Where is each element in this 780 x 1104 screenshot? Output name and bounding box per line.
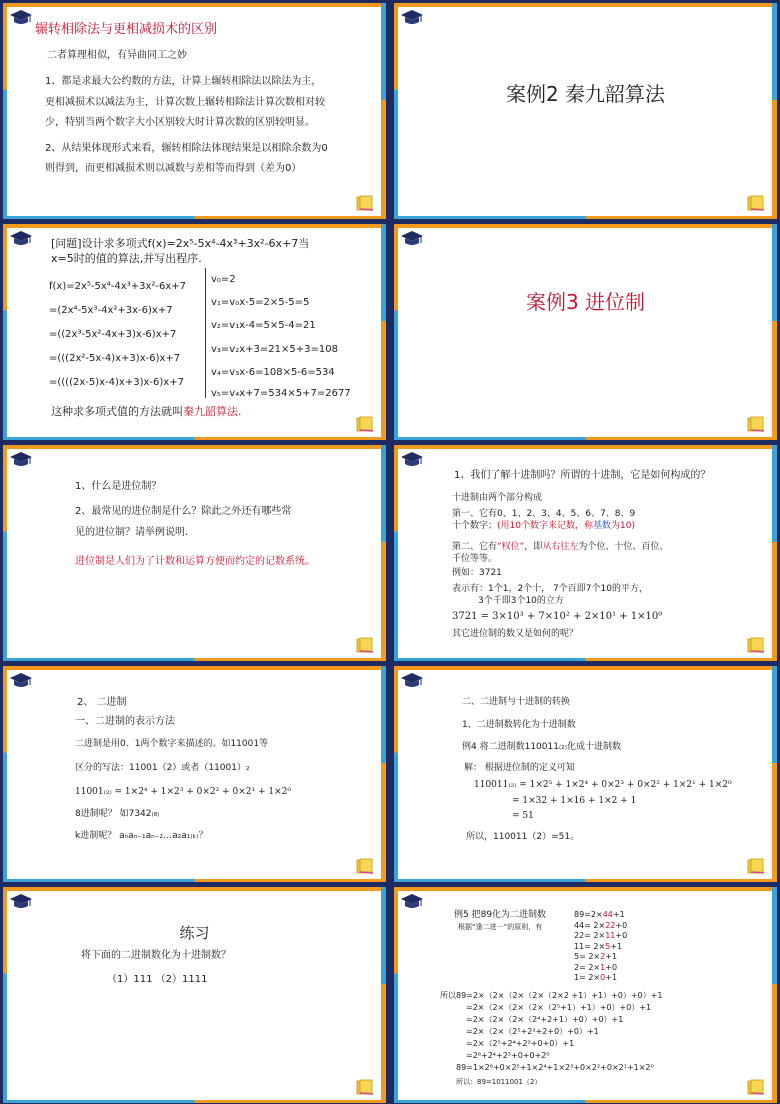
slide-10 xyxy=(394,887,777,1103)
question: 1、什么是进位制？ xyxy=(75,481,162,492)
division-text: 89=2× xyxy=(574,910,603,919)
book-icon xyxy=(747,637,765,653)
text: “权位” xyxy=(497,542,525,552)
formula: 3721 = 3×10³ + 7×10² + 2×10¹ + 1×10⁰ xyxy=(452,611,663,622)
quotient: 0 xyxy=(600,973,606,982)
slide-frame xyxy=(394,224,777,440)
text-line: 例如：3721 xyxy=(452,568,502,578)
division-step xyxy=(574,942,622,952)
division-text: +1 xyxy=(612,910,625,919)
division-text: 5= 2× xyxy=(574,952,601,961)
text-line: 区分的写法：11001（2）或者（11001）₂ xyxy=(75,763,250,773)
division-text: +1 xyxy=(605,973,618,982)
solution: 解： 根据进位制的定义可知 xyxy=(464,763,575,773)
derivation-line: =2×（2×（2×（2⁴+2+1）+0）+0）+1 xyxy=(466,1015,624,1024)
division-step xyxy=(574,931,627,941)
v-step: v₄=v₃x-6=108×5-6=534 xyxy=(211,367,335,378)
slide-title: 辗转相除法与更相减损术的区别 xyxy=(35,22,218,37)
slide-frame xyxy=(394,3,777,219)
graduation-cap-icon xyxy=(9,893,33,911)
poly-step: f(x)=2x⁵-5x⁴-4x³+3x²-6x+7 xyxy=(49,281,187,292)
heading: 一、二进制的表示方法 xyxy=(75,716,175,727)
text: 为10) xyxy=(611,521,635,531)
quotient: 5 xyxy=(605,941,611,951)
heading: 2、 二进制 xyxy=(77,697,127,708)
algorithm-name: 秦九韶算法. xyxy=(183,405,242,418)
formula: = 51 xyxy=(512,811,534,821)
v-step: v₀=2 xyxy=(211,274,236,285)
paragraph-line: 少，特别当两个数字大小区别较大时计算次数的区别较明显。 xyxy=(45,117,315,128)
slide-2 xyxy=(394,3,777,219)
text: 为个位、十位、百位、 xyxy=(578,542,669,552)
graduation-cap-icon xyxy=(9,672,33,690)
subtitle: 二者算理相似，有异曲同工之妙 xyxy=(47,50,187,61)
text-line: 千位等等。 xyxy=(452,554,498,564)
text-line xyxy=(452,521,635,532)
book-icon xyxy=(356,858,374,874)
derivation-line: =2×（2⁵+2⁴+2²+0+0）+1 xyxy=(466,1039,575,1048)
conclusion xyxy=(51,405,242,418)
slide-frame xyxy=(3,666,386,882)
text: (用10个数字来记数，称 xyxy=(497,521,593,531)
result: 所以，110011（2）=51。 xyxy=(466,832,580,842)
graduation-cap-icon xyxy=(9,230,33,248)
quotient: 44 xyxy=(602,910,613,919)
exercise-items: （1）111 （2）1111 xyxy=(107,974,208,985)
poly-step: =(2x⁴-5x³-4x²+3x-6)x+7 xyxy=(49,305,173,316)
formula: 11001₍₂₎ = 1×2⁴ + 1×2³ + 0×2² + 0×2¹ + 1×2⁰ xyxy=(75,787,291,797)
quotient: 11 xyxy=(605,931,616,940)
paragraph-line: 2、从结果体现形式来看，辗转相除法体现结果是以相除余数为0 xyxy=(45,143,328,154)
answer: 进位制是人们为了计数和运算方便而约定的记数系统。 xyxy=(75,556,315,567)
text: ，即 xyxy=(524,542,543,552)
derivation-line: 所以89=2×（2×（2×（2×（2×2 +1）+1）+0）+0）+1 xyxy=(440,991,663,1000)
question: 见的进位制？请举例说明. xyxy=(75,527,189,538)
division-text: 22= 2× xyxy=(574,931,606,940)
derivation-line: =2×（2×（2⁵+2²+2+0）+0）+1 xyxy=(466,1027,599,1036)
example: 例4 将二进制数110011₍₂₎化成十进制数 xyxy=(462,742,621,752)
book-icon xyxy=(356,637,374,653)
division-text: +0 xyxy=(615,931,628,940)
graduation-cap-icon xyxy=(9,9,33,27)
poly-step: =(((2x²-5x-4)x+3)x-6)x+7 xyxy=(49,353,181,364)
paragraph-line: 则得到，而更相减损术则以减数与差相等而得到（差为0） xyxy=(45,163,302,174)
division-step xyxy=(574,952,617,962)
slide-3 xyxy=(3,224,386,440)
division-text: +1 xyxy=(610,941,623,951)
slide-8 xyxy=(394,666,777,882)
slide-4 xyxy=(394,224,777,440)
text: 从右往左 xyxy=(542,542,579,552)
quotient: 2 xyxy=(600,952,606,961)
text-line: 十进制由两个部分构成 xyxy=(452,493,543,503)
question: 1、我们了解十进制吗？所谓的十进制，它是如何构成的？ xyxy=(454,470,711,481)
slide-1 xyxy=(3,3,386,219)
slide-9 xyxy=(3,887,386,1103)
example: 例5 把89化为二进制数 xyxy=(454,910,547,920)
derivation-line: =2×（2×（2×（2×（2⁵+1）+1）+0）+0）+1 xyxy=(466,1003,652,1012)
text: 十个数字； xyxy=(452,521,498,531)
book-icon xyxy=(356,416,374,432)
problem-statement: [问题]设计求多项式f(x)=2x⁵-5x⁴-4x³+3x²-6x+7当 xyxy=(51,237,310,250)
derivation-line: =2⁶+2⁴+2³+0+0+2⁰ xyxy=(466,1051,550,1060)
slide-title: 案例3 进位制 xyxy=(525,290,646,314)
paragraph-line: 1、都是求最大公约数的方法，计算上辗转相除法以除法为主， xyxy=(45,76,322,87)
text-line: k进制呢？ aₙaₙ₋₁aₙ₋₂…a₂a₁₍ₖ₎？ xyxy=(75,831,208,841)
slide-frame xyxy=(3,887,386,1103)
book-icon xyxy=(356,195,374,211)
problem-statement: x=5时的值的算法,并写出程序. xyxy=(51,252,202,265)
exercise-prompt: 将下面的二进制数化为十进制数？ xyxy=(81,950,231,961)
division-step xyxy=(574,963,617,973)
division-text: 1= 2× xyxy=(574,973,601,982)
poly-step: =((2x³-5x²-4x+3)x-6)x+7 xyxy=(49,329,177,340)
rule: 根据“逢二进一”的原则，有 xyxy=(458,923,543,931)
book-icon xyxy=(747,195,765,211)
quotient: 22 xyxy=(605,920,616,930)
graduation-cap-icon xyxy=(400,672,424,690)
division-step xyxy=(574,921,627,931)
v-step: v₂=v₁x-4=5×5-4=21 xyxy=(211,320,316,331)
division-text: +1 xyxy=(605,952,618,961)
paragraph-line: 更相减损术以减法为主，计算次数上辗转相除法计算次数相对较 xyxy=(45,97,325,108)
graduation-cap-icon xyxy=(400,451,424,469)
book-icon xyxy=(747,416,765,432)
v-step: v₃=v₂x+3=21×5+3=108 xyxy=(211,344,338,355)
formula: 110011₍₂₎ = 1×2⁵ + 1×2⁴ + 0×2³ + 0×2² + 1×2¹ + 1×2⁰ xyxy=(474,780,732,790)
division-text: 11= 2× xyxy=(574,941,606,951)
division-text: +0 xyxy=(615,920,628,930)
base-term: 基数 xyxy=(592,521,611,531)
text-line: 8进制呢？ 如7342₍₈₎ xyxy=(75,809,160,819)
book-icon xyxy=(747,858,765,874)
division-text: +0 xyxy=(605,962,618,972)
slide-6 xyxy=(394,445,777,661)
graduation-cap-icon xyxy=(400,893,424,911)
divider xyxy=(205,268,206,398)
text: 第二、它有 xyxy=(452,542,498,552)
formula: = 1×32 + 1×16 + 1×2 + 1 xyxy=(512,796,637,806)
slide-frame xyxy=(394,666,777,882)
text-line: 二进制是用0、1两个数字来描述的。如11001等 xyxy=(75,739,269,749)
text-line: 表示有：1个1，2个十， 7个百即7个10的平方， xyxy=(452,584,648,594)
division-step xyxy=(574,910,625,920)
heading: 二、二进制与十进制的转换 xyxy=(462,697,571,707)
division-text: 2= 2× xyxy=(574,962,601,972)
text-line xyxy=(452,542,668,553)
book-icon xyxy=(747,1079,765,1095)
heading: 1、二进制数转化为十进制数 xyxy=(462,720,576,730)
graduation-cap-icon xyxy=(400,230,424,248)
text-line: 其它进位制的数又是如何的呢？ xyxy=(452,629,579,639)
text-line: 第一、它有0、1、2、3、4、5、6、7、8、9 xyxy=(452,509,636,519)
graduation-cap-icon xyxy=(9,451,33,469)
division-text: 44= 2× xyxy=(574,920,606,930)
v-step: v₅=v₄x+7=534×5+7=2677 xyxy=(211,388,351,399)
poly-step: =((((2x-5)x-4)x+3)x-6)x+7 xyxy=(49,377,184,388)
slide-frame xyxy=(3,445,386,661)
v-step: v₁=v₀x-5=2×5-5=5 xyxy=(211,297,310,308)
division-step xyxy=(574,973,617,983)
graduation-cap-icon xyxy=(400,9,424,27)
conclusion-text: 这种求多项式值的方法就叫 xyxy=(51,405,183,418)
derivation-line: 89=1×2⁶+0×2⁵+1×2⁴+1×2³+0×2²+0×2¹+1×2⁰ xyxy=(456,1063,654,1072)
slide-title: 案例2 秦九韶算法 xyxy=(505,82,666,106)
slide-7 xyxy=(3,666,386,882)
slide-5 xyxy=(3,445,386,661)
result: 所以：89=1011001（2） xyxy=(456,1078,542,1086)
slide-title: 练习 xyxy=(179,924,210,942)
text-line: 3个千即3个10的立方 xyxy=(478,596,564,606)
question: 2、最常见的进位制是什么？除此之外还有哪些常 xyxy=(75,506,292,517)
book-icon xyxy=(356,1079,374,1095)
quotient: 1 xyxy=(600,962,606,972)
